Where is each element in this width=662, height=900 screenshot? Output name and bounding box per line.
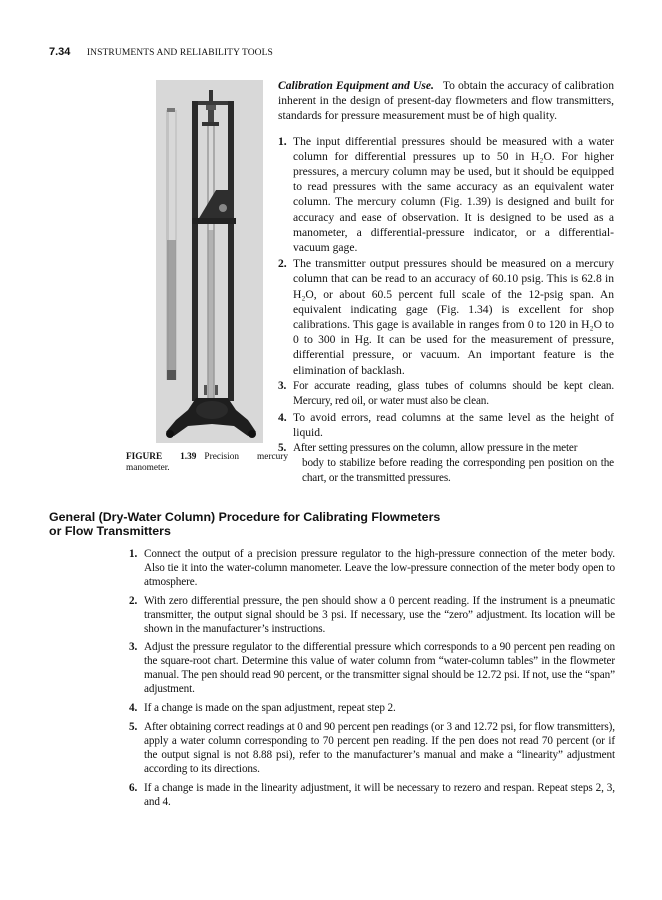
running-head-title: INSTRUMENTS AND RELIABILITY TOOLS	[86, 48, 273, 58]
step-number: 5.	[129, 720, 138, 733]
list-item-text-continued: body to stabilize before reading the corresponding pen position on the chart, or the transmitted pressures.	[302, 457, 614, 485]
calibration-list-item	[278, 441, 614, 486]
step-number: 2.	[129, 594, 138, 607]
list-item-text: The input differential pressures should be measured with a water column for differential pressures up to 50 in H₂O. For higher pressures, a mercury column may be used, but it should be equipped to read pressures with the same accuracy as an equivalent water column. The mercury column (Fig. 1.39) is designed and built for accuracy and ease of observation. It is designed to be used as a manometer, a differential-pressure indicator, or a differential-vacuum gage.	[293, 134, 614, 255]
procedure-step	[129, 641, 615, 697]
procedure-section	[129, 548, 615, 814]
step-text: Connect the output of a precision pressure regulator to the high-pressure connection of the meter body. Also tie it into the water-column manometer. Leave the low-pressure connection of the meter body open to atmosphere.	[144, 548, 615, 588]
section-heading	[49, 510, 569, 538]
calibration-intro-paragraph	[278, 78, 614, 124]
procedure-step	[129, 702, 615, 716]
running-head	[49, 46, 273, 58]
step-number: 1.	[129, 548, 138, 560]
calibration-lead-in: Calibration Equipment and Use.	[278, 79, 434, 92]
procedure-step	[129, 548, 615, 590]
page-number: 7.34	[49, 46, 71, 58]
list-item-number: 2.	[278, 257, 287, 271]
figure-photo-manometer	[156, 80, 263, 443]
procedure-step	[129, 782, 615, 810]
list-item-number: 1.	[278, 134, 287, 148]
figure-caption-text: Precision mercury manometer.	[126, 452, 288, 473]
list-item-text: After setting pressures on the column, allow pressure in the meter	[293, 442, 578, 455]
step-text: With zero differential pressure, the pen should show a 0 percent reading. If the instrument is a pneumatic transmitter, the output signal should be 3 psi. If necessary, use the “zero” adjustment. Its location will be shown in the manufacturer’s instructions.	[144, 594, 615, 635]
calibration-list-item	[278, 410, 614, 440]
section-heading-line-1: General (Dry-Water Column) Procedure for Calibrating Flowmeters	[49, 510, 441, 524]
figure-caption	[126, 452, 288, 474]
list-item-number: 3.	[278, 379, 287, 392]
step-text: If a change is made on the span adjustment, repeat step 2.	[144, 702, 396, 715]
calibration-list-item	[278, 256, 614, 378]
calibration-list-item	[278, 379, 614, 409]
procedure-step	[129, 721, 615, 777]
list-item-text: The transmitter output pressures should be measured on a mercury column that can be read to an accuracy of 60.10 psig. This is 62.8 in H₂O, or about 60.5 percent full scale of the 12-psig span. An equivalent indicating gage (Fig. 1.34) is excellent for shop calibrations. This gage is available in ranges from 0 to 120 in H₂O to 0 to 300 in Hg. It can be used for the measurement of pressure, differential pressure, or vacuum. An important feature is the elimination of backlash.	[293, 257, 614, 377]
step-text: Adjust the pressure regulator to the differential pressure which corresponds to a 90 percent pen reading on the square-root chart. Determine this value of water column from “water-column tables” in the flowmeter manual. The pen should read 90 percent, or the transmitter signal should be 12.72 psi. If not, use the “span” adjustment.	[144, 641, 615, 696]
figure-label: FIGURE 1.39	[126, 452, 197, 462]
step-text: After obtaining correct readings at 0 and 90 percent pen readings (or 3 and 12.72 psi, for flow transmitters), apply a water column corresponding to 70 percent pen reading. If the pen does not read 70 percent (or if the output signal is not 8.88 psi), refer to the manufacturer’s manual and make a “linearity” adjustment according to its directions.	[144, 720, 615, 775]
list-item-number: 4.	[278, 410, 287, 424]
step-number: 3.	[129, 641, 138, 654]
calibration-list	[278, 134, 614, 487]
list-item-number: 5.	[278, 442, 287, 455]
calibration-equipment-section	[278, 78, 614, 487]
section-heading-line-2: or Flow Transmitters	[49, 524, 171, 538]
step-number: 4.	[129, 702, 138, 715]
step-number: 6.	[129, 781, 138, 794]
list-item-text: For accurate reading, glass tubes of columns should be kept clean. Mercury, red oil, or water must also be clean.	[293, 379, 614, 407]
calibration-list-item	[278, 134, 614, 256]
procedure-list	[129, 548, 615, 809]
calibration-intro-text: To obtain the accuracy of calibration inherent in the design of present-day flowmeters and flow transmitters, standards for pressure measurement must be of high quality.	[278, 79, 614, 123]
manometer-illustration	[156, 80, 263, 443]
step-text: If a change is made in the linearity adjustment, it will be necessary to rezero and respan. Repeat steps 2, 3, and 4.	[144, 781, 615, 808]
procedure-step	[129, 595, 615, 637]
list-item-text: To avoid errors, read columns at the same level as the height of liquid.	[293, 410, 614, 440]
